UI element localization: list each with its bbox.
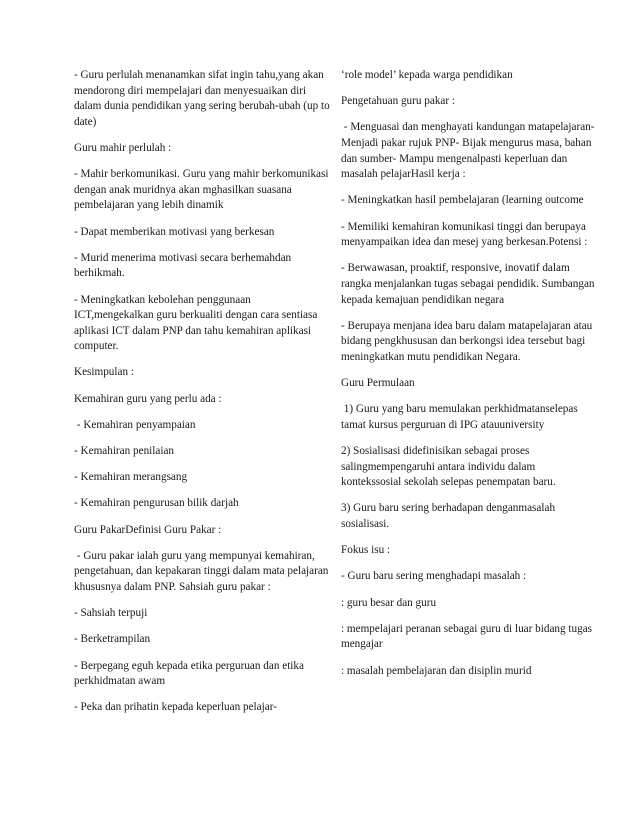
paragraph: Kemahiran guru yang perlu ada : (74, 392, 222, 405)
left-column (74, 68, 332, 727)
heading-fokus-isu: Fokus isu : (341, 544, 391, 557)
paragraph: - Berwawasan, proaktif, responsive, inovatif dalam rangka menjalankan tugas sebagai pendidik. Sumbangan kepada kemajuan pendidikan negara (341, 262, 595, 306)
list-item: - Berpegang eguh kepada etika perguruan dan etika perkhidmatan awam (74, 659, 304, 688)
list-item: - Kemahiran penyampaian (74, 418, 196, 431)
paragraph: - Guru pakar ialah guru yang mempunyai kemahiran, pengetahuan, dan kepakaran tinggi dalam mata pelajaran khususnya dalam PNP. Sahsiah guru pakar : (74, 549, 332, 593)
paragraph: - Meningkatkan hasil pembelajaran (learning outcome (341, 194, 584, 207)
heading-guru-pakar: Guru PakarDefinisi Guru Pakar : (74, 523, 222, 536)
list-item: : masalah pembelajaran dan disiplin murid (341, 664, 532, 677)
paragraph: - Murid menerima motivasi secara berhemahdan berhikmah. (74, 251, 292, 280)
paragraph: - Memiliki kemahiran komunikasi tinggi dan berupaya menyampaikan idea dan mesej yang berkesan.Potensi : (341, 220, 588, 249)
paragraph: - Guru baru sering menghadapi masalah : (341, 570, 527, 583)
heading-kesimpulan: Kesimpulan : (74, 366, 134, 379)
list-item: - Kemahiran merangsang (74, 471, 188, 484)
paragraph: 2) Sosialisasi didefinisikan sebagai proses salingmempengaruhi antara individu dalam kontekssosial sekolah selepas penempatan baru. (341, 445, 556, 489)
heading-guru-permulaan: Guru Permulaan (341, 377, 415, 390)
heading-guru-mahir: Guru mahir perlulah : (74, 141, 172, 154)
paragraph: - Berupaya menjana idea baru dalam matapelajaran atau bidang pengkhususan dan berkongsi idea tersebut bagi meningkatkan mutu pendidikan Negara. (341, 319, 593, 363)
paragraph: - Dapat memberikan motivasi yang berkesan (74, 225, 275, 238)
paragraph: - Mahir berkomunikasi. Guru yang mahir berkomunikasi dengan anak muridnya akan mghasilkan suasana pembelajaran yang lebih dinamik (74, 168, 329, 212)
right-column (341, 68, 597, 690)
list-item: - Peka dan prihatin kepada keperluan pelajar- (74, 701, 277, 714)
paragraph: ‘role model’ kepada warga pendidikan (341, 69, 513, 81)
paragraph: - Guru perlulah menanamkan sifat ingin tahu,yang akan mendorong diri mempelajari dan menyesuaikan diri dalam dunia pendidikan yang sering berubah-ubah (up to date) (74, 69, 330, 128)
list-item: - Kemahiran pengurusan bilik darjah (74, 497, 239, 510)
list-item: : mempelajari peranan sebagai guru di luar bidang tugas mengajar (341, 622, 593, 651)
paragraph: - Meningkatkan kebolehan penggunaan ICT,mengekalkan guru berkualiti dengan cara sentiasa aplikasi ICT dalam PNP dan tahu kemahiran aplikasi computer. (74, 293, 318, 353)
paragraph: 1) Guru yang baru memulakan perkhidmatanselepas tamat kursus perguruan di IPG atauuniversity (341, 403, 581, 431)
paragraph: - Menguasai dan menghayati kandungan matapelajaran- Menjadi pakar rujuk PNP- Bijak mengurus masa, bahan dan sumber- Mampu mengenalpasti keperluan dan masalah pelajarHasil kerja : (341, 121, 598, 181)
list-item: - Kemahiran penilaian (74, 445, 175, 458)
paragraph: 3) Guru baru sering berhadapan denganmasalah sosialisasi. (341, 502, 556, 530)
list-item: - Berketrampilan (74, 633, 151, 646)
list-item: : guru besar dan guru (341, 596, 437, 609)
heading-pengetahuan: Pengetahuan guru pakar : (341, 95, 456, 108)
list-item: - Sahsiah terpuji (74, 607, 148, 620)
